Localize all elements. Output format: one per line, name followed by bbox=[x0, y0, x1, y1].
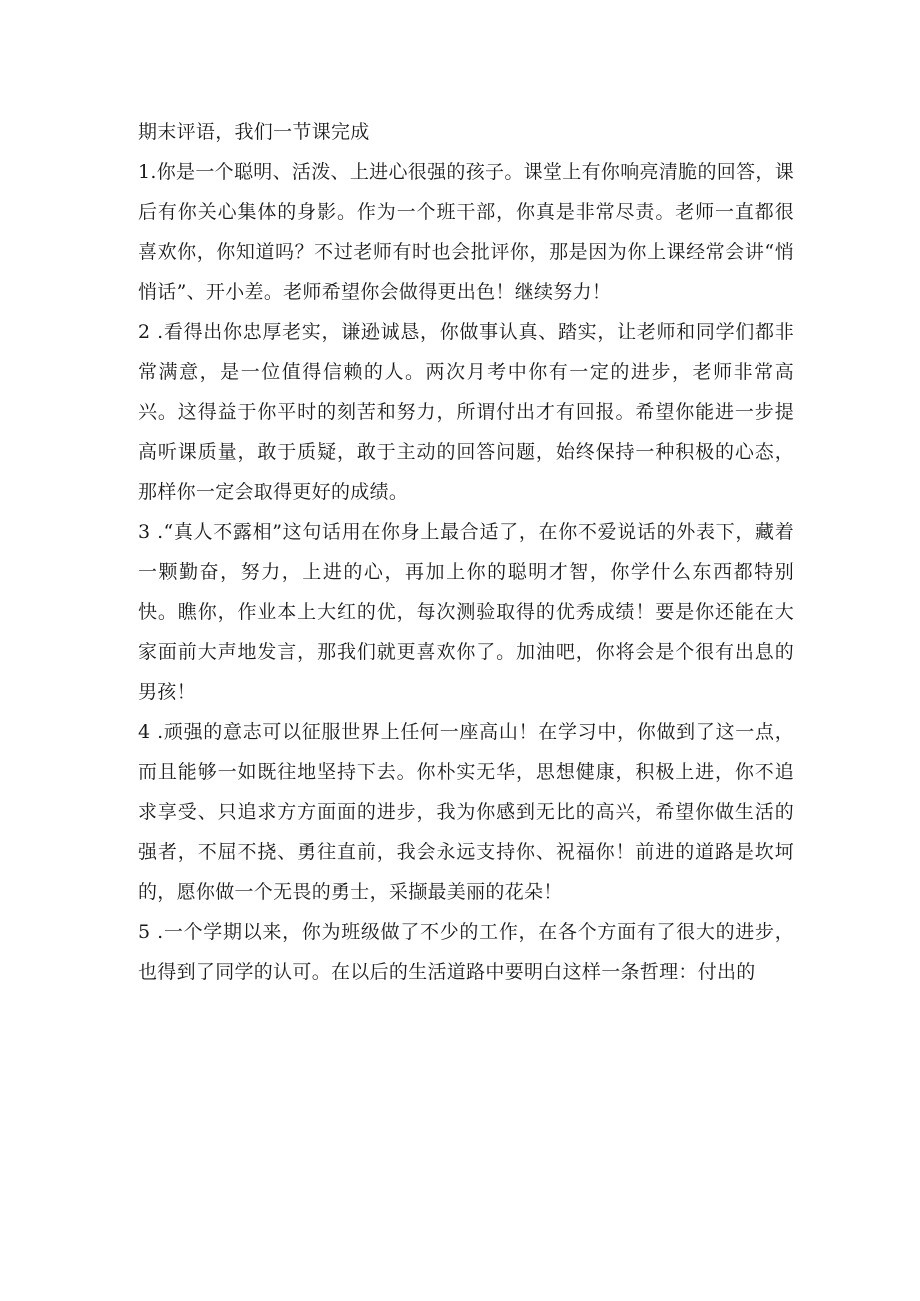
comment-paragraph-1: 1.你是一个聪明、活泼、上进心很强的孩子。课堂上有你响亮清脆的回答，课后有你关心集体的身影。作为一个班干部，你真是非常尽责。老师一直都很喜欢你，你知道吗？不过老师有时也会批评你，那是因为你上课经常会讲“悄悄话”、开小差。老师希望你会做得更出色！继续努力！ bbox=[138, 161, 794, 303]
comment-paragraph-2: 2 .看得出你忠厚老实，谦逊诚恳，你做事认真、踏实，让老师和同学们都非常满意，是一位值得信赖的人。两次月考中你有一定的进步，老师非常高兴。这得益于你平时的刻苦和努力，所谓付出才有回报。希望你能进一步提高听课质量，敢于质疑，敢于主动的回答问题，始终保持一种积极的心态，那样你一定会取得更好的成绩。 bbox=[138, 321, 794, 503]
comment-paragraph-5: 5 .一个学期以来，你为班级做了不少的工作，在各个方面有了很大的进步，也得到了同学的认可。在以后的生活道路中要明白这样一条哲理：付出的 bbox=[138, 921, 794, 983]
document-title: 期末评语，我们一节课完成 bbox=[138, 121, 370, 143]
comment-paragraph-3: 3 .“真人不露相”这句话用在你身上最合适了，在你不爱说话的外表下，藏着一颗勤奋，努力，上进的心，再加上你的聪明才智，你学什么东西都特别快。瞧你，作业本上大红的优，每次测验取得的优秀成绩！要是你还能在大家面前大声地发言，那我们就更喜欢你了。加油吧，你将会是个很有出息的男孩！ bbox=[138, 521, 794, 703]
comment-paragraph-4: 4 .顽强的意志可以征服世界上任何一座高山！在学习中，你做到了这一点，而且能够一如既往地坚持下去。你朴实无华，思想健康，积极上进，你不追求享受、只追求方方面面的进步，我为你感到无比的高兴，希望你做生活的强者，不屈不挠、勇往直前，我会永远支持你、祝福你！前进的道路是坎坷的，愿你做一个无畏的勇士，采撷最美丽的花朵！ bbox=[138, 721, 794, 903]
document-body bbox=[138, 112, 794, 992]
